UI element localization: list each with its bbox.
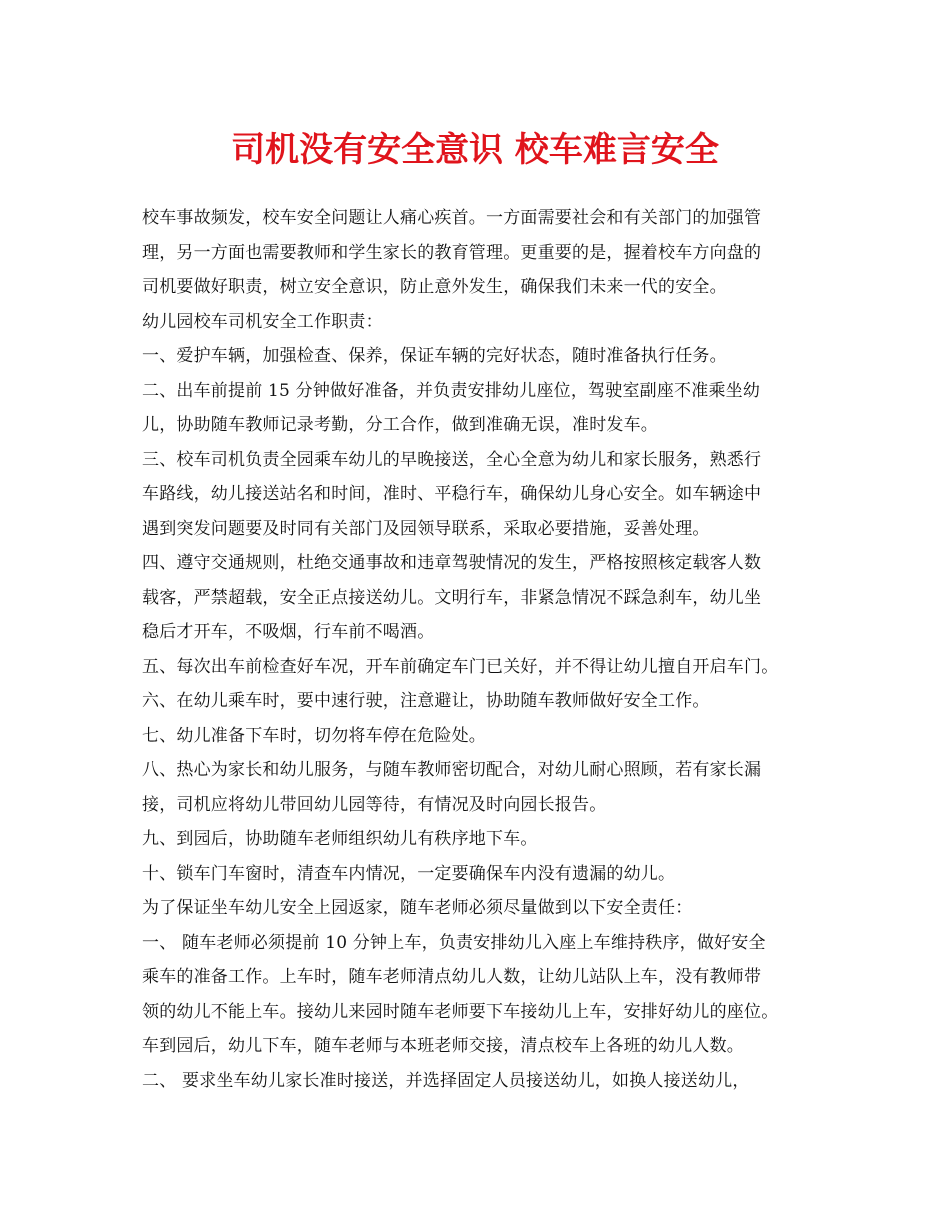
document-body <box>142 201 832 1098</box>
text-line: 乘车的准备工作。上车时，随车老师清点幼儿人数，让幼儿站队上车，没有教师带 <box>142 967 762 987</box>
text-line: 一、爱护车辆，加强检查、保养，保证车辆的完好状态，随时准备执行任务。 <box>142 346 727 366</box>
text-line: 儿，协助随车教师记录考勤，分工合作，做到准确无误，准时发车。 <box>142 415 658 435</box>
text-line: 理，另一方面也需要教师和学生家长的教育管理。更重要的是，握着校车方向盘的 <box>142 242 762 263</box>
text-line: 二、 要求坐车幼儿家长准时接送，并选择固定人员接送幼儿，如换人接送幼儿， <box>142 1070 750 1091</box>
text-line: 一、 随车老师必须提前 10 分钟上车，负责安排幼儿入座上车维持秩序，做好安全 <box>142 932 766 953</box>
text-line: 七、幼儿准备下车时，切勿将车停在危险处。 <box>142 725 486 746</box>
text-line: 六、在幼儿乘车时，要中速行驶，注意避让，协助随车教师做好安全工作。 <box>142 691 710 711</box>
text-line: 三、校车司机负责全园乘车幼儿的早晚接送，全心全意为幼儿和家长服务，熟悉行 <box>142 449 762 470</box>
text-line: 领的幼儿不能上车。接幼儿来园时随车老师要下车接幼儿上车，安排好幼儿的座位。 <box>142 1001 779 1022</box>
text-line: 五、每次出车前检查好车况，开车前确定车门已关好，并不得让幼儿擅自开启车门。 <box>142 656 779 677</box>
text-line: 四、遵守交通规则，杜绝交通事故和违章驾驶情况的发生，严格按照核定载客人数 <box>142 553 762 573</box>
text-line: 校车事故频发，校车安全问题让人痛心疾首。一方面需要社会和有关部门的加强管 <box>142 208 762 228</box>
section-heading: 幼儿园校车司机安全工作职责： <box>142 311 383 332</box>
text-line: 车到园后，幼儿下车，随车老师与本班老师交接，清点校车上各班的幼儿人数。 <box>142 1036 744 1056</box>
text-line: 遇到突发问题要及时同有关部门及园领导联系，采取必要措施，妥善处理。 <box>142 518 710 539</box>
text-line: 十、锁车门车窗时，清查车内情况，一定要确保车内没有遗漏的幼儿。 <box>142 863 676 884</box>
text-line: 车路线，幼儿接送站名和时间，准时、平稳行车，确保幼儿身心安全。如车辆途中 <box>142 484 762 504</box>
text-line: 载客，严禁超载，安全正点接送幼儿。文明行车，非紧急情况不踩急刹车，幼儿坐 <box>142 587 762 608</box>
text-line: 八、热心为家长和幼儿服务，与随车教师密切配合，对幼儿耐心照顾，若有家长漏 <box>142 760 762 780</box>
text-line: 九、到园后，协助随车老师组织幼儿有秩序地下车。 <box>142 829 538 849</box>
section-heading: 为了保证坐车幼儿安全上园返家，随车老师必须尽量做到以下安全责任： <box>142 898 693 918</box>
text-line: 稳后才开车，不吸烟，行车前不喝酒。 <box>142 622 435 642</box>
text-line: 二、出车前提前 15 分钟做好准备，并负责安排幼儿座位，驾驶室副座不准乘坐幼 <box>142 380 761 401</box>
text-line: 接，司机应将幼儿带回幼儿园等待，有情况及时向园长报告。 <box>142 794 607 815</box>
document-title: 司机没有安全意识 校车难言安全 <box>231 130 719 170</box>
text-line: 司机要做好职责，树立安全意识，防止意外发生，确保我们未来一代的安全。 <box>142 277 727 297</box>
